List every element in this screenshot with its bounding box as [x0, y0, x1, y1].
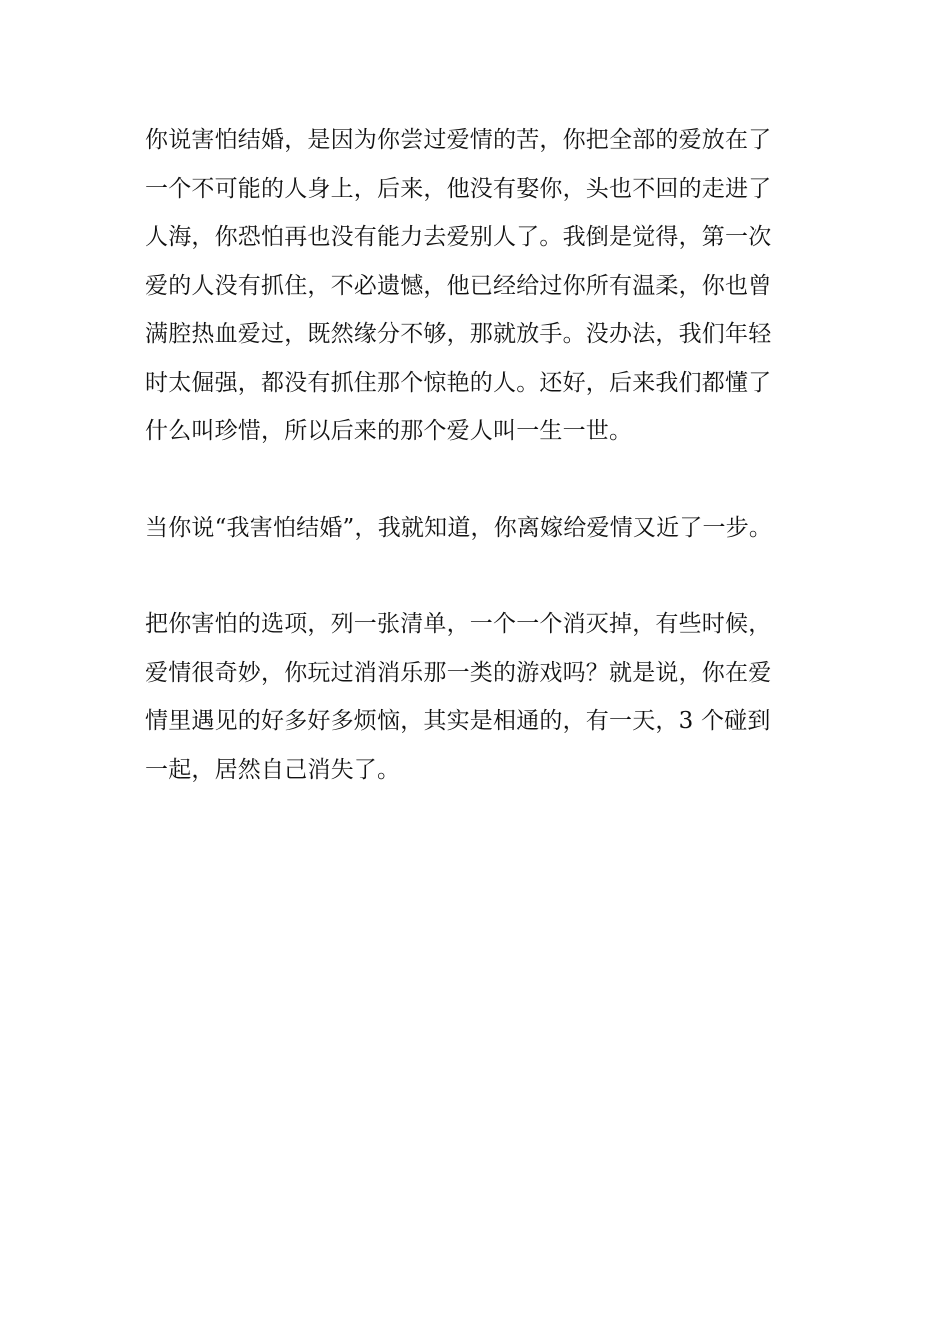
paragraph-3 — [145, 600, 815, 794]
paragraph-line: 一个不可能的人身上，后来，他没有娶你，头也不回的走进了 — [145, 175, 772, 202]
paragraph-line: 你说害怕结婚，是因为你尝过爱情的苦，你把全部的爱放在了 — [145, 127, 772, 153]
paragraph-line: 什么叫珍惜，所以后来的那个爱人叫一生一世。 — [145, 418, 633, 444]
paragraph-line: 时太倔强，都没有抓住那个惊艳的人。还好，后来我们都懂了 — [145, 369, 772, 396]
paragraph-1 — [145, 116, 815, 456]
paragraph-line: 爱情很奇妙，你玩过消消乐那一类的游戏吗？就是说，你在爱 — [145, 659, 772, 686]
paragraph-line: 满腔热血爱过，既然缘分不够，那就放手。没办法，我们年轻 — [145, 321, 772, 347]
paragraph-line: 一起，居然自己消失了。 — [145, 756, 401, 783]
paragraph-line: 人海，你恐怕再也没有能力去爱别人了。我倒是觉得，第一次 — [145, 224, 772, 250]
paragraph-2 — [145, 504, 815, 553]
paragraph-spacer — [145, 456, 815, 504]
paragraph-line: 爱的人没有抓住，不必遗憾，他已经给过你所有温柔，你也曾 — [145, 272, 772, 299]
paragraph-spacer — [145, 552, 815, 600]
paragraph-line: 当你说“我害怕结婚”，我就知道，你离嫁给爱情又近了一步。 — [145, 514, 773, 541]
paragraph-line: 把你害怕的选项，列一张清单，一个一个消灭掉，有些时候， — [145, 611, 772, 637]
paragraph-line: 情里遇见的好多好多烦恼，其实是相通的，有一天，3 个碰到 — [145, 708, 771, 734]
document-body — [145, 116, 815, 794]
